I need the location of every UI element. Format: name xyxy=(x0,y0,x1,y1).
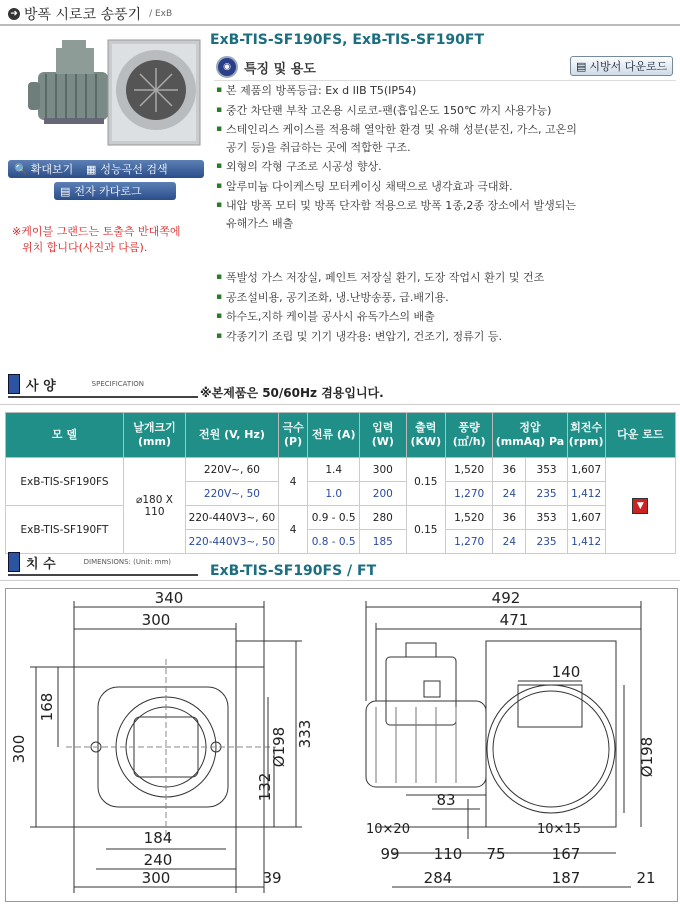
product-model-title: ExB-TIS-SF190FS, ExB-TIS-SF190FT xyxy=(210,32,485,48)
dim-right-140: 140 xyxy=(551,663,581,681)
cell-power: 220-440V3~, 60 xyxy=(186,506,279,530)
header-divider xyxy=(0,24,680,26)
dim-left-340: 340 xyxy=(154,589,184,607)
cell-pa: 235 xyxy=(526,482,567,506)
col-poles: 극수 (P) xyxy=(278,413,307,458)
feature-item-continued-text: 공기 등)을 취급하는 곳에 적합한 구조. xyxy=(226,140,411,154)
spec-frequency-note: ※본제품은 50/60Hz 겸용입니다. xyxy=(200,386,384,400)
dim-left-240: 240 xyxy=(143,851,173,869)
cell-mmaq: 36 xyxy=(493,506,526,530)
cell-flow: 1,520 xyxy=(446,458,493,482)
dimension-drawing xyxy=(5,588,678,902)
cell-output: 0.15 xyxy=(406,506,446,554)
document-icon: ▤ xyxy=(576,59,587,73)
use-item: ▪ 공조설비용, 공기조화, 냉.난방송풍, 급.배기용. xyxy=(214,288,676,308)
spec-download-button[interactable] xyxy=(570,56,673,76)
dim-right-187: 187 xyxy=(551,869,581,887)
feature-item: ▪ 내압 방폭 모터 및 방폭 단자함 적용으로 방폭 1종,2종 장소에서 발생되는 xyxy=(214,196,676,216)
feature-item: ▪ 중간 차단팬 부착 고온용 시로코-팬(흡입온도 150℃ 까지 사용가능) xyxy=(214,101,676,121)
performance-curve-button[interactable] xyxy=(80,160,204,178)
performance-curve-label: 성능곡선 검색 xyxy=(100,163,168,176)
cell-mmaq: 24 xyxy=(493,482,526,506)
use-item: ▪ 각종기기 조립 및 기기 냉각용: 변압기, 건조기, 정류기 등. xyxy=(214,327,676,347)
dim-right-284: 284 xyxy=(423,869,453,887)
col-blade: 날개크기 (mm) xyxy=(123,413,185,458)
cell-blade: ⌀180 X 110 xyxy=(123,458,185,554)
cell-current: 0.8 - 0.5 xyxy=(308,530,360,554)
cell-rpm: 1,412 xyxy=(567,530,605,554)
cell-poles: 4 xyxy=(278,458,307,506)
dim-left-333: 333 xyxy=(296,719,314,749)
dim-left-39: 39 xyxy=(262,869,282,887)
arrow-circle-icon: ➜ xyxy=(8,8,20,20)
col-input: 입력 (W) xyxy=(360,413,406,458)
cell-power: 220V~, 60 xyxy=(186,458,279,482)
cell-poles: 4 xyxy=(278,506,307,554)
e-catalog-label: 전자 카다로그 xyxy=(74,185,142,198)
cell-pa: 353 xyxy=(526,458,567,482)
spec-title-english: SPECIFICATION xyxy=(91,380,145,388)
dim-right-10x20: 10×20 xyxy=(366,822,410,837)
features-list xyxy=(214,80,676,267)
feature-item-continued-text: 유해가스 배출 xyxy=(226,216,294,230)
col-model: 모 델 xyxy=(6,413,124,458)
spec-table xyxy=(5,412,676,554)
dim-left-168: 168 xyxy=(38,692,56,722)
cell-pa: 235 xyxy=(526,530,567,554)
product-photo xyxy=(16,30,206,155)
cell-current: 0.9 - 0.5 xyxy=(308,506,360,530)
col-current: 전류 (A) xyxy=(308,413,360,458)
cell-current: 1.0 xyxy=(308,482,360,506)
cell-input: 200 xyxy=(360,482,406,506)
dim-left-h300: 300 xyxy=(10,734,28,764)
cell-input: 300 xyxy=(360,458,406,482)
cell-model: ExB-TIS-SF190FT xyxy=(6,506,124,554)
book-icon: ▤ xyxy=(60,184,71,198)
dim-left-300: 300 xyxy=(141,611,171,629)
chart-icon: ▦ xyxy=(86,162,97,176)
feature-item-continued xyxy=(214,214,676,234)
dim-left-300b: 300 xyxy=(141,869,171,887)
col-output: 출력 (KW) xyxy=(406,413,446,458)
dim-right-d198: Ø198 xyxy=(638,736,656,778)
bullet-circle-icon: ◉ xyxy=(216,56,238,78)
spec-divider xyxy=(0,404,680,405)
cell-output: 0.15 xyxy=(406,458,446,506)
zoom-button-label: 확대보기 xyxy=(30,163,74,176)
feature-item: ▪ 알루미늄 다이케스팅 모터케이싱 채택으로 냉각효과 극대화. xyxy=(214,177,676,197)
page-header xyxy=(8,4,172,24)
dim-right-471: 471 xyxy=(499,611,529,629)
col-rpm: 회전수 (rpm) xyxy=(567,413,605,458)
note-line-1: ※케이블 그랜드는 토출측 반대쪽에 xyxy=(12,225,181,238)
feature-item-continued xyxy=(214,138,676,158)
col-power: 전원 (V, Hz) xyxy=(186,413,279,458)
spec-download-label: 시방서 다운로드 xyxy=(589,60,668,73)
table-row xyxy=(6,506,676,530)
dim-right-167: 167 xyxy=(551,845,581,863)
dims-title-english: DIMENSIONS: (Unit: mm) xyxy=(83,558,172,566)
cell-input: 185 xyxy=(360,530,406,554)
features-heading-label: 특징 및 용도 xyxy=(244,61,316,77)
uses-list xyxy=(214,268,676,346)
dim-left-184: 184 xyxy=(143,829,173,847)
cell-flow: 1,270 xyxy=(446,482,493,506)
cell-mmaq: 24 xyxy=(493,530,526,554)
note-line-2: 위치 합니다(사진과 다름). xyxy=(22,241,148,254)
spec-section-title xyxy=(8,374,198,398)
magnifier-icon: 🔍 xyxy=(14,162,28,176)
use-item: ▪ 폭발성 가스 저장실, 페인트 저장실 환기, 도장 작업시 환기 및 건조 xyxy=(214,268,676,288)
spec-title-label: 사 양 xyxy=(26,378,56,394)
cell-flow: 1,270 xyxy=(446,530,493,554)
zoom-button[interactable] xyxy=(8,160,86,178)
cell-rpm: 1,607 xyxy=(567,458,605,482)
cell-model: ExB-TIS-SF190FS xyxy=(6,458,124,506)
dim-left-132: 132 xyxy=(256,772,274,802)
page-subtitle: / ExB xyxy=(149,9,173,19)
dim-right-99: 99 xyxy=(380,845,400,863)
feature-item: ▪ 외형의 각형 구조로 시공성 향상. xyxy=(214,157,676,177)
dim-right-75: 75 xyxy=(486,845,506,863)
cable-gland-note xyxy=(12,224,212,256)
page-title: 방폭 시로코 송풍기 xyxy=(24,7,142,23)
feature-item: ▪ 본 제품의 방폭등급: Ex d IIB T5(IP54) xyxy=(214,81,676,101)
col-pressure: 정압 (mmAq) Pa xyxy=(493,413,567,458)
dim-right-83: 83 xyxy=(436,791,456,809)
cell-input: 280 xyxy=(360,506,406,530)
cell-rpm: 1,412 xyxy=(567,482,605,506)
cell-flow: 1,520 xyxy=(446,506,493,530)
features-heading xyxy=(216,56,316,78)
dims-title-label: 치 수 xyxy=(26,556,56,572)
dim-left-d198: Ø198 xyxy=(270,726,288,768)
dims-section-title xyxy=(8,552,198,576)
cell-power: 220-440V3~, 50 xyxy=(186,530,279,554)
use-item: ▪ 하수도,지하 케이블 공사시 유독가스의 배출 xyxy=(214,307,676,327)
col-flow: 풍량 (㎥/h) xyxy=(446,413,493,458)
e-catalog-button[interactable] xyxy=(54,182,176,200)
section-marker-icon xyxy=(8,374,20,394)
cell-pa: 353 xyxy=(526,506,567,530)
col-download: 다운 로드 xyxy=(605,413,675,458)
cell-mmaq: 36 xyxy=(493,458,526,482)
dims-model-title: ExB-TIS-SF190FS / FT xyxy=(210,563,377,579)
cell-power: 220V~, 50 xyxy=(186,482,279,506)
download-icon[interactable]: ▼ xyxy=(632,498,648,514)
dim-right-10x15: 10×15 xyxy=(537,822,581,837)
dim-right-110: 110 xyxy=(433,845,463,863)
dim-right-492: 492 xyxy=(491,589,521,607)
cell-rpm: 1,607 xyxy=(567,506,605,530)
table-row xyxy=(6,458,676,482)
section-marker-icon xyxy=(8,552,20,572)
dims-divider xyxy=(0,580,680,581)
dim-right-21: 21 xyxy=(636,869,656,887)
spec-header-row xyxy=(6,413,676,458)
feature-item: ▪ 스테인리스 케이스를 적용해 열악한 환경 및 유해 성분(분진, 가스, 고온의 xyxy=(214,120,676,140)
cell-download xyxy=(605,458,675,554)
cell-current: 1.4 xyxy=(308,458,360,482)
